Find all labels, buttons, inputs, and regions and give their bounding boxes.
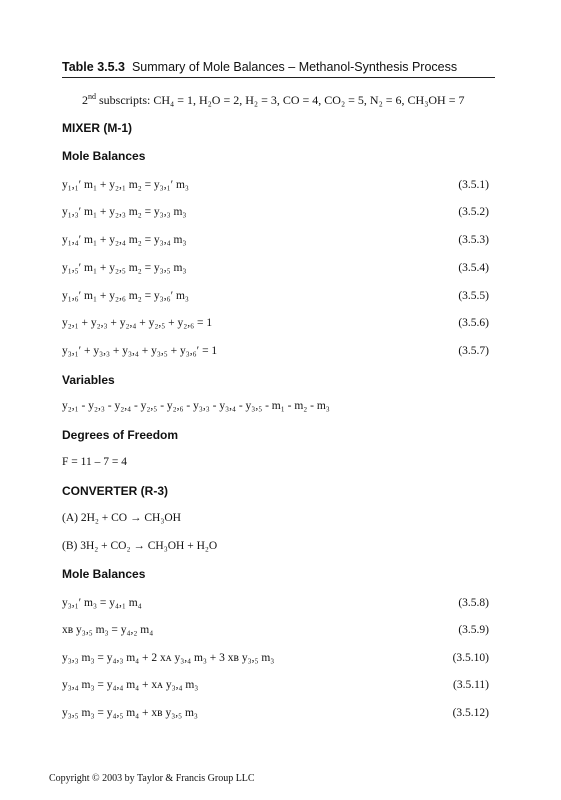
equation-number: (3.5.11)	[453, 679, 489, 691]
equation-number: (3.5.5)	[458, 290, 489, 302]
mixer-heading: MIXER (M-1)	[62, 121, 132, 135]
equation-number: (3.5.3)	[458, 234, 489, 246]
subscript-ordinal-suffix: nd	[88, 92, 96, 101]
table-title	[62, 60, 502, 74]
equation-3-5-9: xʙ y₃,₅ m₃ = y₄,₂ m₄	[62, 624, 154, 636]
copyright-footer: Copyright © 2003 by Taylor & Francis Group LLC	[49, 773, 255, 784]
equation-number: (3.5.9)	[458, 624, 489, 636]
degrees-of-freedom-heading: Degrees of Freedom	[62, 428, 179, 442]
equation-3-5-2: y₁,₃′ m₁ + y₂,₃ m₂ = y₃,₃ m₃	[62, 206, 187, 218]
equation-number: (3.5.8)	[458, 597, 489, 609]
equation-3-5-5: y₁,₆′ m₁ + y₂,₆ m₂ = y₃,₆′ m₃	[62, 290, 189, 302]
table-number: Table 3.5.3	[62, 60, 125, 74]
reaction-a: (A) 2H₂ + CO → CH₃OH	[62, 512, 181, 524]
variables-heading: Variables	[62, 373, 115, 387]
equation-number: (3.5.10)	[452, 652, 489, 664]
equation-3-5-11: y₃,₄ m₃ = y₄,₄ m₄ + xᴀ y₃,₄ m₃	[62, 679, 199, 691]
equation-3-5-12: y₃,₅ m₃ = y₄,₅ m₄ + xʙ y₃,₅ m₃	[62, 707, 198, 719]
converter-heading: CONVERTER (R-3)	[62, 484, 169, 498]
variables-list: y₂,₁ - y₂,₃ - y₂,₄ - y₂,₅ - y₂,₆ - y₃,₃ - y₃,₄ - y₃,₅ - m₁ - m₂ - m₃	[62, 400, 330, 412]
equation-3-5-4: y₁,₅′ m₁ + y₂,₅ m₂ = y₃,₅ m₃	[62, 262, 187, 274]
equation-3-5-1: y₁,₁′ m₁ + y₂,₁ m₂ = y₃,₁′ m₃	[62, 179, 189, 191]
equation-number: (3.5.1)	[458, 179, 489, 191]
mixer-mole-balances-heading: Mole Balances	[62, 149, 146, 163]
table-caption: Summary of Mole Balances – Methanol-Synthesis Process	[131, 60, 458, 74]
subscript-legend-text: subscripts: CH₄ = 1, H₂O = 2, H₂ = 3, CO = 4, CO₂ = 5, N₂ = 6, CH₃OH = 7	[96, 93, 465, 107]
equation-3-5-3: y₁,₄′ m₁ + y₂,₄ m₂ = y₃,₄ m₃	[62, 234, 187, 246]
equation-number: (3.5.7)	[458, 345, 489, 357]
equation-3-5-7: y₃,₁′ + y₃,₃ + y₃,₄ + y₃,₅ + y₃,₆′ = 1	[62, 345, 218, 357]
equation-3-5-8: y₃,₁′ m₃ = y₄,₁ m₄	[62, 597, 142, 609]
subscript-legend	[82, 92, 464, 108]
degrees-of-freedom-value: F = 11 – 7 = 4	[62, 456, 127, 468]
equation-number: (3.5.4)	[458, 262, 489, 274]
title-rule	[62, 77, 495, 78]
equation-number: (3.5.12)	[452, 707, 489, 719]
converter-mole-balances-heading: Mole Balances	[62, 567, 146, 581]
equation-3-5-6: y₂,₁ + y₂,₃ + y₂,₄ + y₂,₅ + y₂,₆ = 1	[62, 317, 213, 329]
equation-number: (3.5.2)	[458, 206, 489, 218]
equation-3-5-10: y₃,₃ m₃ = y₄,₃ m₄ + 2 xᴀ y₃,₄ m₃ + 3 xʙ y₃,₅ m₃	[62, 652, 275, 664]
reaction-b: (B) 3H₂ + CO₂ → CH₃OH + H₂O	[62, 540, 218, 552]
equation-number: (3.5.6)	[458, 317, 489, 329]
subscript-ordinal: 2	[82, 93, 88, 107]
